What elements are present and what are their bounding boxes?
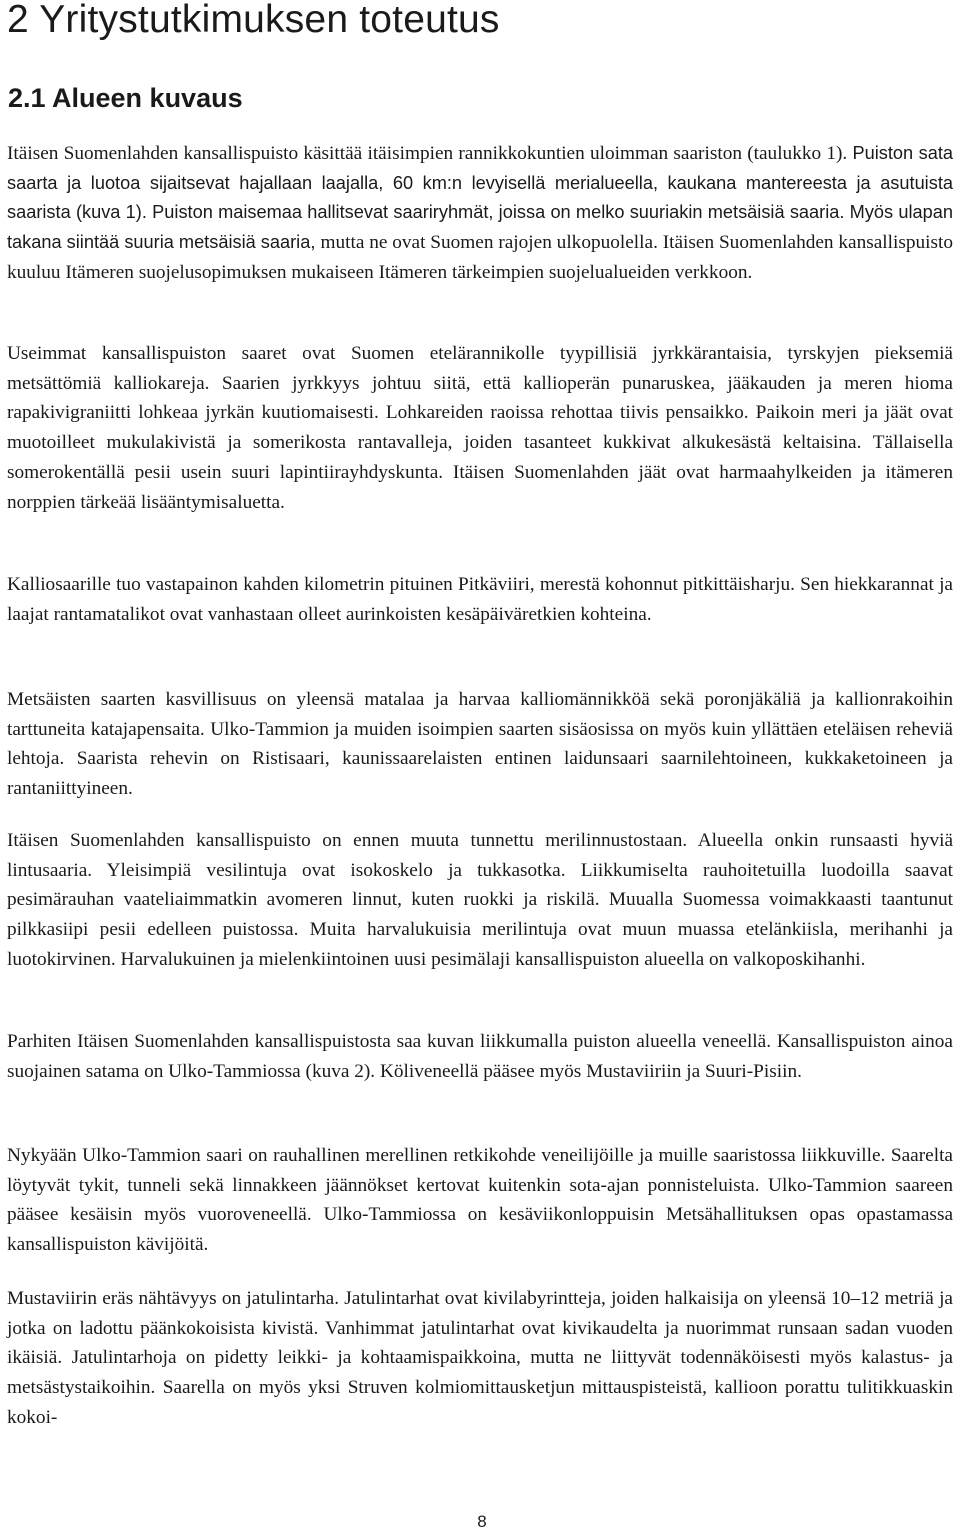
paragraph-4: Metsäisten saarten kasvillisuus on yleensä matalaa ja harvaa kalliomännikköä sekä poronjäkäliä ja kallionrakoihin tarttuneita katajapensaita. Ulko-Tammion ja muiden isoimpien saarten sisäosissa on myös kuin yllättäen eteläisen reheviä lehtoja. Saarista rehevin on Ristisaari, kaunissaarelaisten entinen laidunsaari saarnilehtoineen, kukkaketoineen ja rantaniittyineen. — [7, 689, 953, 800]
chapter-heading: 2 Yritystutkimuksen toteutus — [7, 0, 500, 41]
paragraph-1 — [7, 139, 953, 288]
paragraph-6: Parhiten Itäisen Suomenlahden kansallispuistosta saa kuvan liikkumalla puiston alueella veneellä. Kansallispuiston ainoa suojainen satama on Ulko-Tammiossa (kuva 2). Köliveneellä pääsee myös Mustaviiriin ja Suuri-Pisiin. — [7, 1031, 953, 1082]
paragraph-1-serif-start: Itäisen Suomenlahden kansallispuisto käsittää itäisimpien rannikkokuntien uloimman saariston (taulukko 1). — [7, 143, 853, 164]
paragraph-8: Mustaviirin eräs nähtävyys on jatulintarha. Jatulintarhat ovat kivilabyrintteja, joiden halkaisija on yleensä 10–12 metriä ja jotka on ladottu päänkokoisista kivistä. Vanhimmat jatulintarhat ovat kivikaudelta ja nuorimmat runsaan sadan vuoden ikäisiä. Jatulintarhoja on pidetty leikki- ja kohtaamispaikkoina, mutta ne liittyvät todennäköisesti myös kalastus- ja metsästystaikoihin. Saarella on myös yksi Struven kolmiomittausketjun mittauspisteistä, kallioon porattu tulitikkuaskin kokoi- — [7, 1288, 953, 1428]
paragraph-1-sans-run: Puiston sata saarta ja luotoa sijaitsevat hajallaan laajalla, 60 km:n levyisellä merialueella, kaukana mantereesta ja asutuista saarista (kuva 1). Puiston maisemaa hallitsevat saariryhmät, joissa on melko suuriakin metsäisiä saaria. Myös ulapan takana siintää suuria metsäisiä saaria, — [7, 143, 953, 253]
page-number: 8 — [477, 1512, 487, 1531]
paragraph-5: Itäisen Suomenlahden kansallispuisto on ennen muuta tunnettu merilinnustostaan. Alueella onkin runsaasti hyviä lintusaaria. Yleisimpiä vesilintuja ovat isokoskelo ja tukkasotka. Liikkumiselta rauhoitetuilla luodoilla saavat pesimärauhan vaateliaimmatkin avomeren linnut, kuten ruokki ja riskilä. Muualla Suomessa voimakkaasti taantunut pilkkasiipi pesii edelleen puistossa. Muita harvalukuisia merilintuja ovat muun muassa etelänkiisla, merihanhi ja luotokirvinen. Harvalukuinen ja mielenkiintoinen uusi pesimälaji kansallispuiston alueella on valkoposkihanhi. — [7, 830, 953, 970]
paragraph-7: Nykyään Ulko-Tammion saari on rauhallinen merellinen retkikohde veneilijöille ja muille saaristossa liikkuville. Saarelta löytyvät tykit, tunneli sekä linnakkeen jäännökset kertovat kuitenkin sota-ajan ponnisteluista. Ulko-Tammion saareen pääsee kesäisin myös vuoroveneellä. Ulko-Tammiossa on kesäviikonloppuisin Metsähallituksen opas opastamassa kansallispuiston kävijöitä. — [7, 1145, 953, 1256]
paragraph-3: Kalliosaarille tuo vastapainon kahden kilometrin pituinen Pitkäviiri, merestä kohonnut pitkittäisharju. Sen hiekkarannat ja laajat rantamatalikot ovat vanhastaan olleet aurinkoisten kesäpäiväretkien kohteina. — [7, 574, 953, 625]
section-heading: 2.1 Alueen kuvaus — [8, 83, 243, 113]
paragraph-1-serif-end: mutta ne ovat Suomen rajojen ulkopuolella. Itäisen Suomenlahden kansallispuisto kuuluu Itämeren suojelusopimuksen mukaiseen Itämeren tärkeimpien suojelualueiden verkkoon. — [7, 232, 953, 283]
paragraph-2: Useimmat kansallispuiston saaret ovat Suomen etelärannikolle tyypillisiä jyrkkärantaisia, tyrskyjen pieksemiä metsättömiä kalliokareja. Saarien jyrkkyys johtuu siitä, että kallioperän punaruskea, jääkauden ja meren hioma rapakivigraniitti lohkeaa jyrkän kuutiomaisesti. Lohkareiden raoissa rehottaa tiivis pensaikko. Paikoin meri ja jäät ovat muotoilleet mukulakivistä ja somerikosta rantavalleja, joiden tasanteet kukkivat alkukesästä keltaisina. Tällaisella somerokentällä pesii usein suuri lapintiirayhdyskunta. Itäisen Suomenlahden jäät ovat harmaahylkeiden ja itämeren norppien tärkeää lisääntymisaluetta. — [7, 343, 953, 513]
